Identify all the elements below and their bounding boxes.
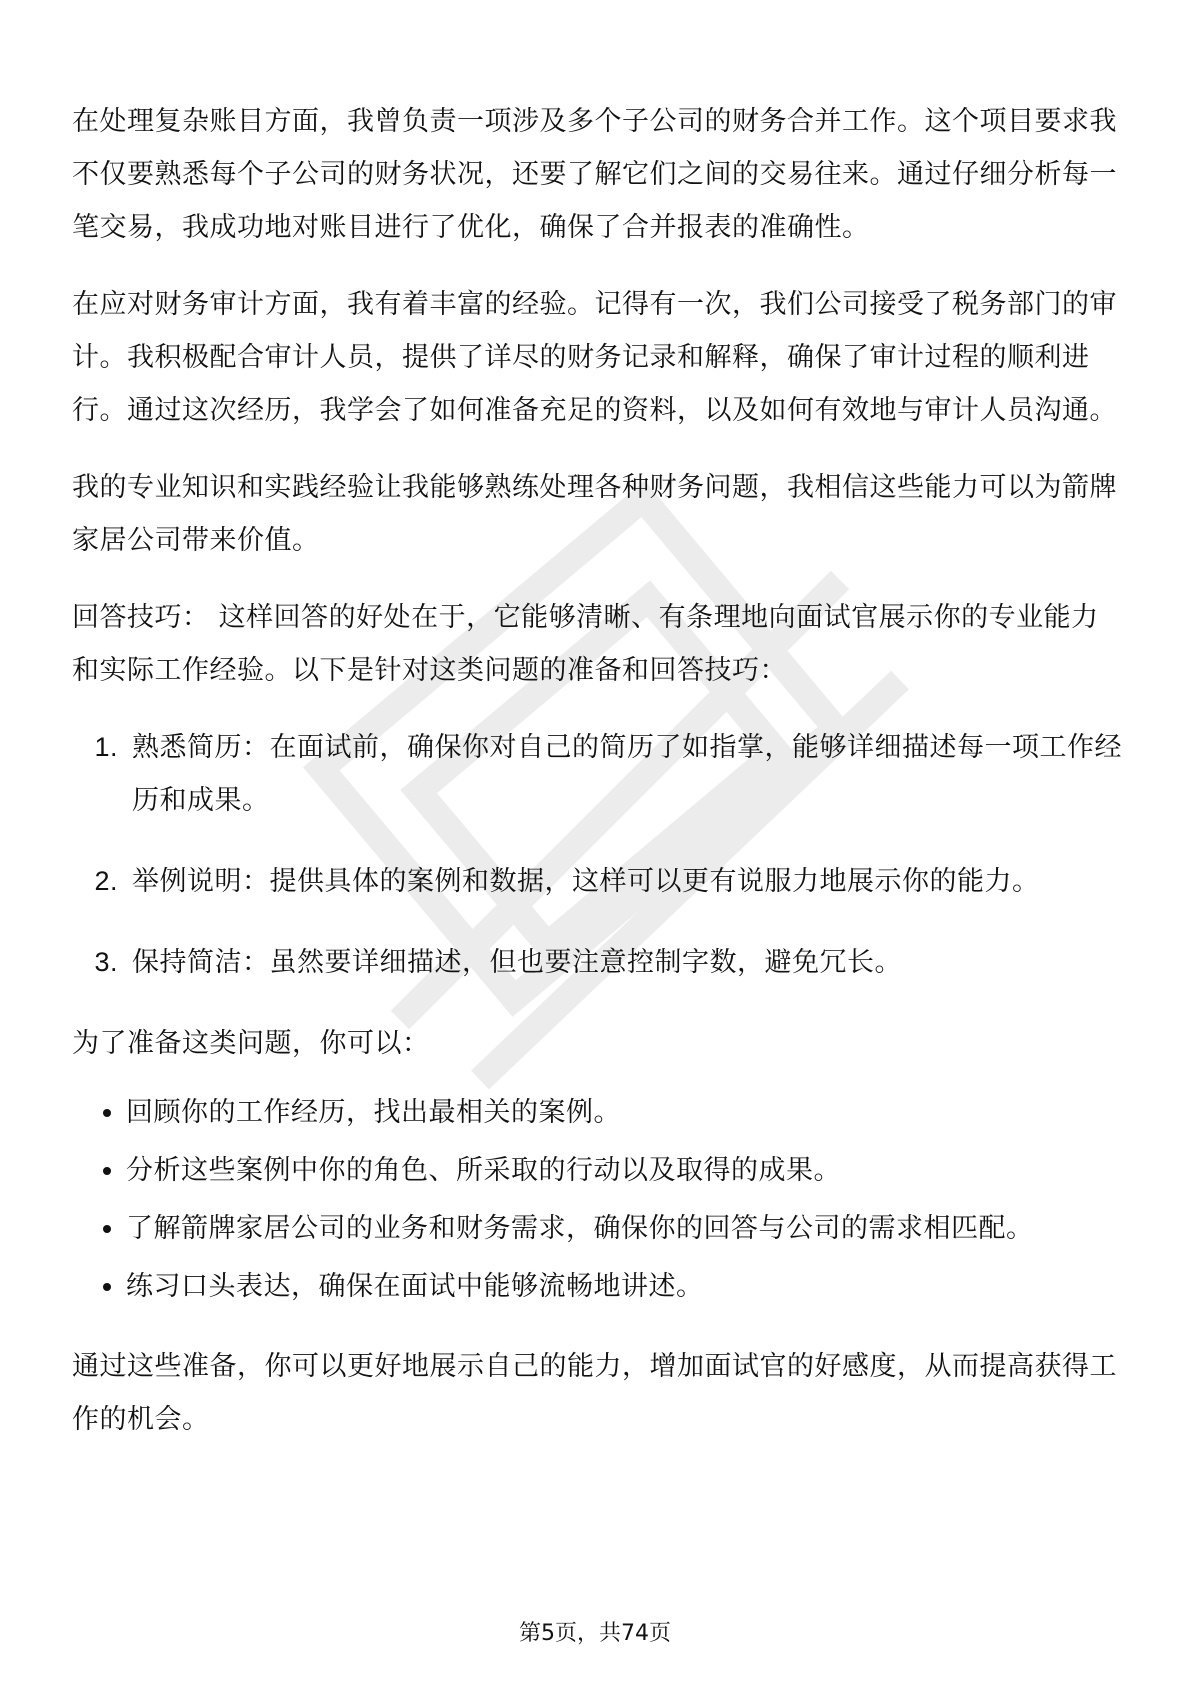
paragraph-conclusion: 通过这些准备，你可以更好地展示自己的能力，增加面试官的好感度，从而提高获得工作的机会。 xyxy=(72,1351,1117,1435)
prep-item: • 回顾你的工作经历，找出最相关的案例。 xyxy=(126,1084,1122,1142)
document-body xyxy=(72,95,1122,1470)
tip-item: 3. 保持简洁：虽然要详细描述，但也要注意控制字数，避免冗长。 xyxy=(126,936,1122,989)
paragraph-tips-intro: 回答技巧： 这样回答的好处在于，它能够清晰、有条理地向面试官展示你的专业能力和实际工作经验。以下是针对这类问题的准备和回答技巧： xyxy=(72,602,1099,686)
prep-item: • 了解箭牌家居公司的业务和财务需求，确保你的回答与公司的需求相匹配。 xyxy=(126,1200,1122,1258)
prep-list xyxy=(72,1084,1122,1316)
page-number: 第5页，共74页 xyxy=(519,1621,671,1646)
tips-list xyxy=(72,721,1122,989)
tip-item: 1. 熟悉简历：在面试前，确保你对自己的简历了如指掌，能够详细描述每一项工作经历和成果。 xyxy=(126,721,1122,827)
paragraph-audit: 在应对财务审计方面，我有着丰富的经验。记得有一次，我们公司接受了税务部门的审计。我积极配合审计人员，提供了详尽的财务记录和解释，确保了审计过程的顺利进行。通过这次经历，我学会了如何准备充足的资料，以及如何有效地与审计人员沟通。 xyxy=(72,289,1117,426)
prep-intro: 为了准备这类问题，你可以： xyxy=(72,1028,430,1059)
paragraph-value: 我的专业知识和实践经验让我能够熟练处理各种财务问题，我相信这些能力可以为箭牌家居公司带来价值。 xyxy=(72,472,1117,556)
paragraph-accounting: 在处理复杂账目方面，我曾负责一项涉及多个子公司的财务合并工作。这个项目要求我不仅要熟悉每个子公司的财务状况，还要了解它们之间的交易往来。通过仔细分析每一笔交易，我成功地对账目进行了优化，确保了合并报表的准确性。 xyxy=(72,106,1117,243)
tip-item: 2. 举例说明：提供具体的案例和数据，这样可以更有说服力地展示你的能力。 xyxy=(126,855,1122,908)
prep-item: • 分析这些案例中你的角色、所采取的行动以及取得的成果。 xyxy=(126,1142,1122,1200)
prep-item: • 练习口头表达，确保在面试中能够流畅地讲述。 xyxy=(126,1258,1122,1316)
